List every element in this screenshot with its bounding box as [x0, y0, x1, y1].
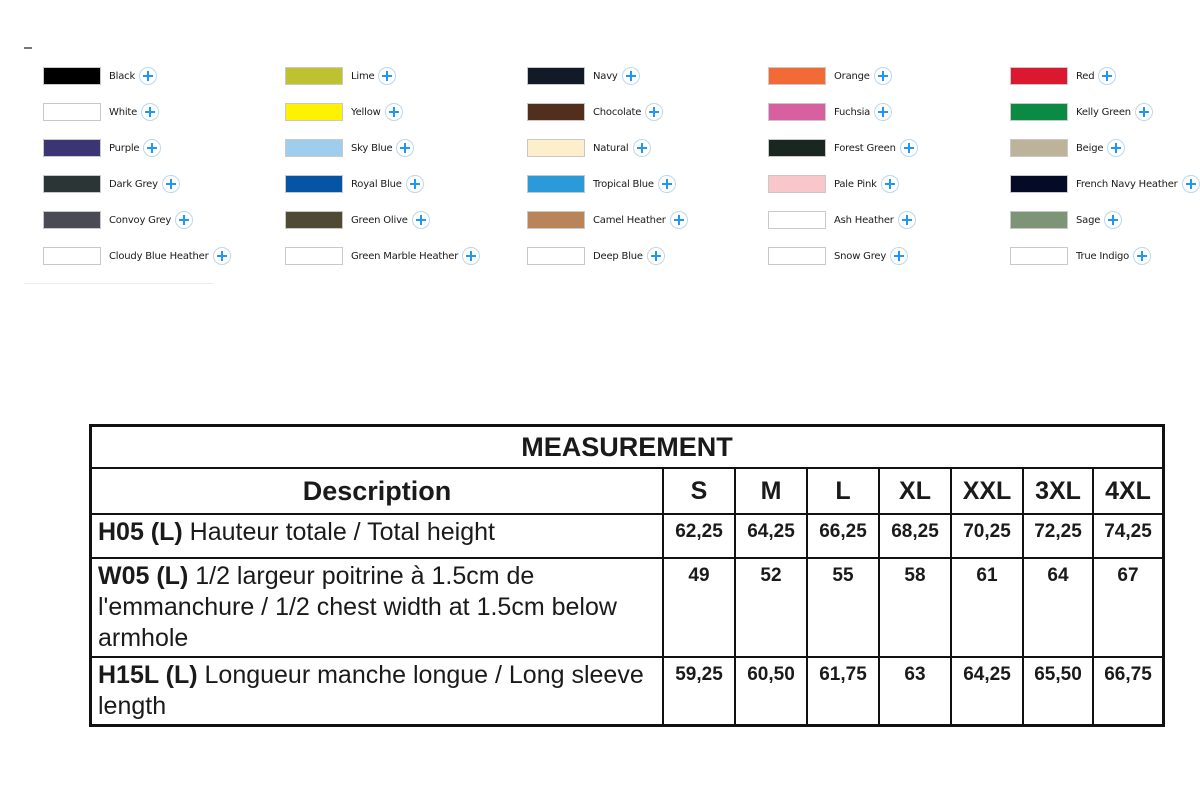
plus-circle-icon	[415, 214, 427, 226]
swatch-label: Tropical Blue	[593, 178, 654, 190]
plus-circle-icon	[165, 178, 177, 190]
swatch-sky-blue[interactable]	[285, 137, 414, 159]
swatch-label: Yellow	[351, 106, 381, 118]
color-chip[interactable]	[768, 247, 826, 265]
table-cell: 61	[951, 558, 1023, 657]
swatch-chocolate[interactable]	[527, 101, 663, 123]
add-color-button[interactable]	[900, 139, 918, 157]
table-row	[91, 657, 1164, 726]
add-color-button[interactable]	[890, 247, 908, 265]
swatch-dark-grey[interactable]	[43, 173, 180, 195]
color-chip[interactable]	[527, 247, 585, 265]
table-cell: 67	[1093, 558, 1164, 657]
plus-circle-icon	[142, 70, 154, 82]
swatch-label: Green Marble Heather	[351, 250, 459, 262]
swatch-label: Natural	[593, 142, 629, 154]
swatch-label: Green Olive	[351, 214, 408, 226]
column-header-size: XL	[879, 468, 951, 514]
color-chip[interactable]	[527, 175, 585, 193]
add-color-button[interactable]	[462, 247, 480, 265]
plus-circle-icon	[893, 250, 905, 262]
swatch-beige[interactable]	[1010, 137, 1125, 159]
swatch-label: Camel Heather	[593, 214, 666, 226]
row-description	[91, 514, 664, 558]
plus-circle-icon	[1101, 70, 1113, 82]
swatch-snow-grey[interactable]	[768, 245, 908, 267]
add-color-button[interactable]	[1104, 211, 1122, 229]
plus-circle-icon	[884, 178, 896, 190]
swatch-red[interactable]	[1010, 65, 1116, 87]
plus-circle-icon	[465, 250, 477, 262]
plus-circle-icon	[409, 178, 421, 190]
column-header-size: S	[663, 468, 735, 514]
swatch-label: Royal Blue	[351, 178, 402, 190]
swatch-label: Sky Blue	[351, 142, 393, 154]
swatch-convoy-grey[interactable]	[43, 209, 193, 231]
color-chip[interactable]	[43, 211, 101, 229]
swatch-label: Lime	[351, 70, 375, 82]
color-chip[interactable]	[527, 139, 585, 157]
table-cell: 58	[879, 558, 951, 657]
swatch-green-olive[interactable]	[285, 209, 430, 231]
measurement-code: W05 (L)	[98, 562, 189, 590]
swatch-sage[interactable]	[1010, 209, 1122, 231]
color-chip[interactable]	[527, 211, 585, 229]
table-cell: 59,25	[663, 657, 735, 726]
plus-circle-icon	[648, 106, 660, 118]
swatch-kelly-green[interactable]	[1010, 101, 1153, 123]
swatch-french-navy-heather[interactable]	[1010, 173, 1200, 195]
add-color-button[interactable]	[141, 103, 159, 121]
add-color-button[interactable]	[1182, 175, 1200, 193]
add-color-button[interactable]	[396, 139, 414, 157]
add-color-button[interactable]	[898, 211, 916, 229]
swatch-label: Orange	[834, 70, 870, 82]
color-chip[interactable]	[1010, 247, 1068, 265]
column-header-size: XXL	[951, 468, 1023, 514]
column-header-description: Description	[91, 468, 664, 514]
add-color-button[interactable]	[622, 67, 640, 85]
color-chip[interactable]	[285, 175, 343, 193]
add-color-button[interactable]	[1098, 67, 1116, 85]
swatch-orange[interactable]	[768, 65, 892, 87]
color-chip[interactable]	[768, 211, 826, 229]
table-cell: 66,25	[807, 514, 879, 558]
swatch-label: Navy	[593, 70, 618, 82]
table-cell: 64,25	[951, 657, 1023, 726]
measurement-code: H05 (L)	[98, 518, 183, 546]
swatch-label: Black	[109, 70, 136, 82]
table-cell: 70,25	[951, 514, 1023, 558]
add-color-button[interactable]	[1107, 139, 1125, 157]
color-chip[interactable]	[768, 103, 826, 121]
swatch-lime[interactable]	[285, 65, 396, 87]
divider	[24, 283, 214, 284]
color-swatch-grid	[0, 0, 1200, 300]
color-chip[interactable]	[285, 103, 343, 121]
add-color-button[interactable]	[633, 139, 651, 157]
swatch-label: White	[109, 106, 138, 118]
color-chip[interactable]	[285, 67, 343, 85]
plus-circle-icon	[1136, 250, 1148, 262]
swatch-label: Convoy Grey	[109, 214, 172, 226]
column-header-size: 4XL	[1093, 468, 1164, 514]
swatch-forest-green[interactable]	[768, 137, 918, 159]
swatch-navy[interactable]	[527, 65, 640, 87]
swatch-green-marble-heather[interactable]	[285, 245, 480, 267]
swatch-label: Cloudy Blue Heather	[109, 250, 209, 262]
plus-circle-icon	[903, 142, 915, 154]
color-chip[interactable]	[527, 103, 585, 121]
add-color-button[interactable]	[670, 211, 688, 229]
swatch-label: Sage	[1076, 214, 1101, 226]
add-color-button[interactable]	[881, 175, 899, 193]
plus-circle-icon	[399, 142, 411, 154]
add-color-button[interactable]	[645, 103, 663, 121]
add-color-button[interactable]	[143, 139, 161, 157]
table-title: MEASUREMENT	[91, 426, 1164, 469]
swatch-label: Fuchsia	[834, 106, 871, 118]
color-chip[interactable]	[1010, 67, 1068, 85]
plus-circle-icon	[146, 142, 158, 154]
swatch-yellow[interactable]	[285, 101, 403, 123]
plus-circle-icon	[636, 142, 648, 154]
column-header-size: M	[735, 468, 807, 514]
swatch-royal-blue[interactable]	[285, 173, 424, 195]
table-cell: 55	[807, 558, 879, 657]
measurement-code: H15L (L)	[98, 661, 198, 689]
swatch-label: Forest Green	[834, 142, 896, 154]
add-color-button[interactable]	[378, 67, 396, 85]
swatch-natural[interactable]	[527, 137, 651, 159]
table-cell: 65,50	[1023, 657, 1093, 726]
swatch-true-indigo[interactable]	[1010, 245, 1151, 267]
add-color-button[interactable]	[162, 175, 180, 193]
color-chip[interactable]	[43, 103, 101, 121]
color-chip[interactable]	[527, 67, 585, 85]
swatch-label: Red	[1076, 70, 1095, 82]
add-color-button[interactable]	[1135, 103, 1153, 121]
add-color-button[interactable]	[385, 103, 403, 121]
swatch-label: Pale Pink	[834, 178, 877, 190]
measurement-text: 1/2 largeur poitrine à 1.5cm de l'emmanchure / 1/2 chest width at 1.5cm below armhole	[98, 562, 617, 652]
row-description	[91, 657, 664, 726]
measurement-table	[89, 424, 1165, 727]
color-chip[interactable]	[285, 211, 343, 229]
plus-circle-icon	[877, 106, 889, 118]
plus-circle-icon	[1110, 142, 1122, 154]
swatch-label: Beige	[1076, 142, 1104, 154]
swatch-white[interactable]	[43, 101, 159, 123]
column-header-size: L	[807, 468, 879, 514]
swatch-label: Chocolate	[593, 106, 642, 118]
table-cell: 62,25	[663, 514, 735, 558]
table-header-row	[91, 468, 1164, 514]
column-header-size: 3XL	[1023, 468, 1093, 514]
swatch-pale-pink[interactable]	[768, 173, 899, 195]
table-cell: 64,25	[735, 514, 807, 558]
plus-circle-icon	[1138, 106, 1150, 118]
swatch-purple[interactable]	[43, 137, 161, 159]
color-chip[interactable]	[43, 175, 101, 193]
plus-circle-icon	[388, 106, 400, 118]
color-chip[interactable]	[43, 247, 101, 265]
add-color-button[interactable]	[647, 247, 665, 265]
measurement-text: Hauteur totale / Total height	[182, 518, 495, 546]
color-chip[interactable]	[768, 139, 826, 157]
swatch-label: Snow Grey	[834, 250, 887, 262]
measurement-text: Longueur manche longue / Long sleeve length	[98, 661, 644, 720]
row-description	[91, 558, 664, 657]
divider	[24, 47, 32, 49]
plus-circle-icon	[1107, 214, 1119, 226]
swatch-label: Dark Grey	[109, 178, 158, 190]
plus-circle-icon	[178, 214, 190, 226]
add-color-button[interactable]	[1133, 247, 1151, 265]
color-chip[interactable]	[1010, 103, 1068, 121]
swatch-fuchsia[interactable]	[768, 101, 892, 123]
color-chip[interactable]	[768, 67, 826, 85]
color-chip[interactable]	[1010, 139, 1068, 157]
add-color-button[interactable]	[213, 247, 231, 265]
plus-circle-icon	[673, 214, 685, 226]
add-color-button[interactable]	[874, 103, 892, 121]
color-chip[interactable]	[1010, 211, 1068, 229]
plus-circle-icon	[144, 106, 156, 118]
swatch-label: Deep Blue	[593, 250, 643, 262]
color-chip[interactable]	[43, 67, 101, 85]
plus-circle-icon	[1185, 178, 1197, 190]
swatch-label: French Navy Heather	[1076, 178, 1178, 190]
table-cell: 61,75	[807, 657, 879, 726]
table-cell: 49	[663, 558, 735, 657]
plus-circle-icon	[901, 214, 913, 226]
table-cell: 74,25	[1093, 514, 1164, 558]
table-row	[91, 514, 1164, 558]
color-chip[interactable]	[43, 139, 101, 157]
plus-circle-icon	[661, 178, 673, 190]
color-chip[interactable]	[1010, 175, 1068, 193]
plus-circle-icon	[216, 250, 228, 262]
table-cell: 64	[1023, 558, 1093, 657]
color-chip[interactable]	[285, 247, 343, 265]
swatch-ash-heather[interactable]	[768, 209, 916, 231]
table-cell: 60,50	[735, 657, 807, 726]
swatch-cloudy-blue-heather[interactable]	[43, 245, 231, 267]
add-color-button[interactable]	[175, 211, 193, 229]
plus-circle-icon	[650, 250, 662, 262]
swatch-deep-blue[interactable]	[527, 245, 665, 267]
table-cell: 66,75	[1093, 657, 1164, 726]
table-cell: 63	[879, 657, 951, 726]
swatch-label: True Indigo	[1076, 250, 1130, 262]
plus-circle-icon	[877, 70, 889, 82]
table-cell: 68,25	[879, 514, 951, 558]
table-row	[91, 558, 1164, 657]
add-color-button[interactable]	[412, 211, 430, 229]
add-color-button[interactable]	[406, 175, 424, 193]
add-color-button[interactable]	[139, 67, 157, 85]
swatch-tropical-blue[interactable]	[527, 173, 676, 195]
plus-circle-icon	[625, 70, 637, 82]
add-color-button[interactable]	[874, 67, 892, 85]
table-cell: 72,25	[1023, 514, 1093, 558]
table-cell: 52	[735, 558, 807, 657]
swatch-black[interactable]	[43, 65, 157, 87]
add-color-button[interactable]	[658, 175, 676, 193]
color-chip[interactable]	[285, 139, 343, 157]
plus-circle-icon	[381, 70, 393, 82]
swatch-label: Kelly Green	[1076, 106, 1131, 118]
swatch-label: Purple	[109, 142, 140, 154]
swatch-camel-heather[interactable]	[527, 209, 688, 231]
color-chip[interactable]	[768, 175, 826, 193]
swatch-label: Ash Heather	[834, 214, 894, 226]
